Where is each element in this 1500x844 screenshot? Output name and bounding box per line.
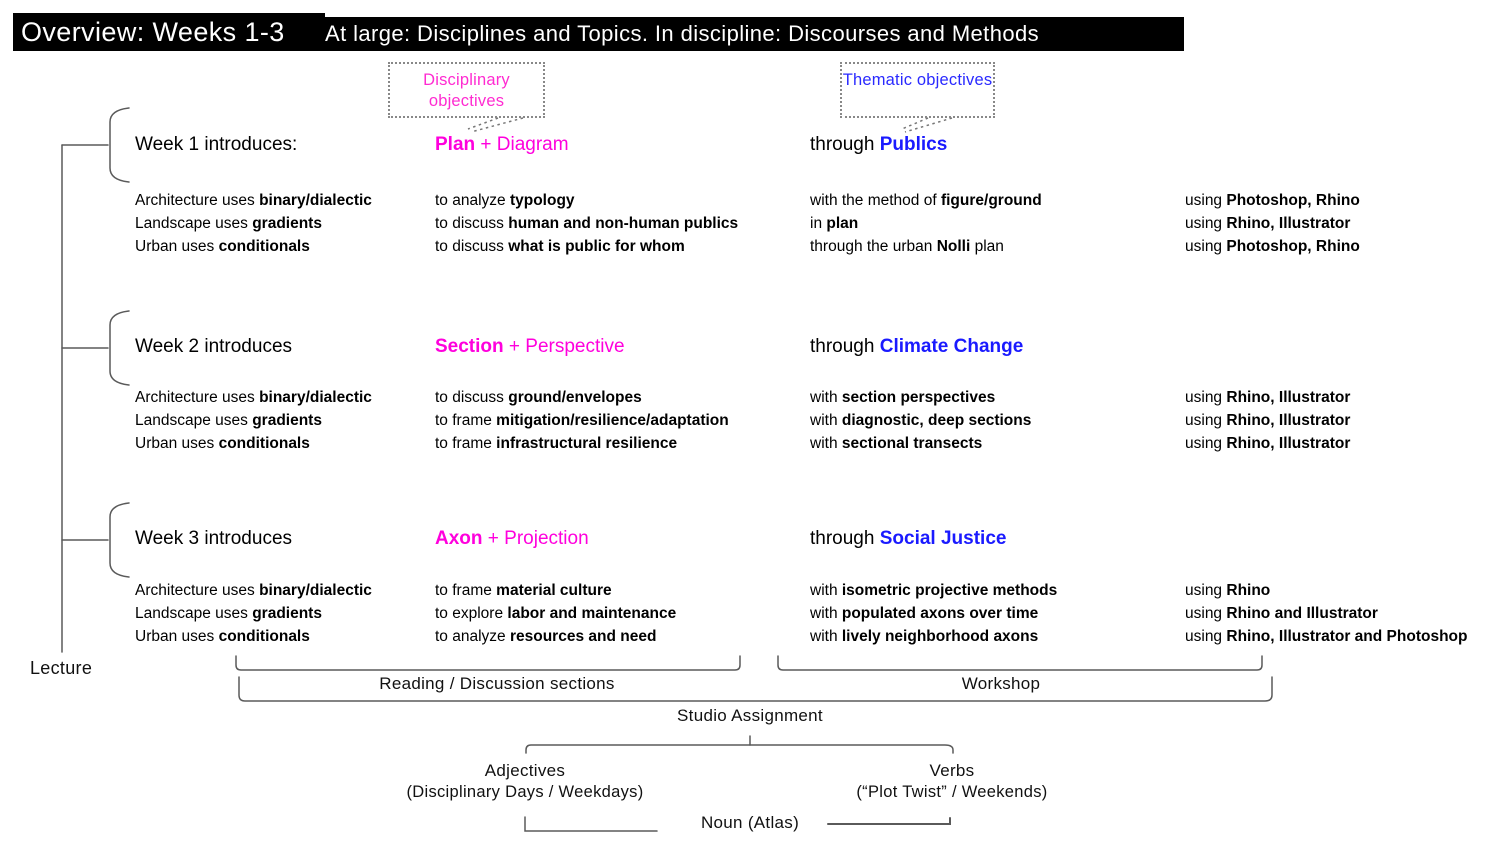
- page-subtitle: At large: Disciplines and Topics. In discipline: Discourses and Methods: [314, 17, 1184, 51]
- method-cell: through the urban Nolli plan: [810, 238, 1004, 255]
- noun-atlas-label: Noun (Atlas): [700, 813, 800, 832]
- discipline-cell: Architecture uses binary/dialectic: [135, 192, 372, 209]
- verbs-label: [802, 761, 1102, 802]
- week3-theme: through Social Justice: [810, 528, 1007, 549]
- discipline-cell: Urban uses conditionals: [135, 628, 310, 645]
- adjectives-verbs-bracket: [526, 745, 953, 753]
- week2-theme: through Climate Change: [810, 336, 1024, 357]
- week2-bracket: [110, 311, 129, 385]
- adjectives-subtitle: (Disciplinary Days / Weekdays): [406, 783, 644, 801]
- workshop-label: Workshop: [961, 674, 1041, 693]
- reading-sections-bracket: [236, 656, 740, 670]
- lecture-label: Lecture: [30, 658, 93, 678]
- objective-cell: to analyze typology: [435, 192, 575, 209]
- adjectives-title: Adjectives: [484, 761, 566, 780]
- objective-cell: to discuss ground/envelopes: [435, 389, 642, 406]
- tools-cell: using Rhino, Illustrator: [1185, 215, 1351, 232]
- tools-cell: using Rhino: [1185, 582, 1271, 599]
- week1-keyword: Plan + Diagram: [435, 134, 569, 155]
- objective-cell: to analyze resources and need: [435, 628, 657, 645]
- workshop-bracket: [778, 656, 1262, 670]
- method-cell: with the method of figure/ground: [810, 192, 1042, 209]
- method-cell: with populated axons over time: [810, 605, 1039, 622]
- tools-cell: using Rhino, Illustrator: [1185, 389, 1351, 406]
- verbs-title: Verbs: [929, 761, 975, 780]
- adjectives-label: [375, 761, 675, 802]
- tools-cell: using Rhino and Illustrator: [1185, 605, 1378, 622]
- objective-cell: to frame infrastructural resilience: [435, 435, 678, 452]
- tools-cell: using Photoshop, Rhino: [1185, 238, 1360, 255]
- disciplinary-objectives-callout: Disciplinary objectives: [388, 62, 545, 118]
- discipline-cell: Architecture uses binary/dialectic: [135, 582, 372, 599]
- week2-keyword: Section + Perspective: [435, 336, 625, 357]
- objective-cell: to discuss what is public for whom: [435, 238, 685, 255]
- disciplinary-callout-tail: [468, 118, 523, 132]
- discipline-cell: Architecture uses binary/dialectic: [135, 389, 372, 406]
- week1-bracket: [110, 108, 129, 182]
- week3-title: Week 3 introduces: [135, 528, 293, 549]
- page-title: Overview: Weeks 1-3: [13, 13, 325, 51]
- discipline-cell: Landscape uses gradients: [135, 412, 322, 429]
- method-cell: with isometric projective methods: [810, 582, 1058, 599]
- method-cell: with lively neighborhood axons: [810, 628, 1039, 645]
- studio-assignment-label: Studio Assignment: [677, 706, 823, 725]
- tools-cell: using Photoshop, Rhino: [1185, 192, 1360, 209]
- objective-cell: to frame material culture: [435, 582, 612, 599]
- objective-cell: to frame mitigation/resilience/adaptation: [435, 412, 729, 429]
- thematic-objectives-callout: Thematic objectives: [840, 62, 995, 118]
- tools-cell: using Rhino, Illustrator: [1185, 435, 1351, 452]
- week1-title: Week 1 introduces:: [135, 134, 298, 155]
- method-cell: in plan: [810, 215, 859, 232]
- objective-cell: to explore labor and maintenance: [435, 605, 677, 622]
- tools-cell: using Rhino, Illustrator and Photoshop: [1185, 628, 1468, 645]
- objective-cell: to discuss human and non-human publics: [435, 215, 739, 232]
- week2-title: Week 2 introduces: [135, 336, 293, 357]
- week3-bracket: [110, 503, 129, 577]
- discipline-cell: Landscape uses gradients: [135, 605, 322, 622]
- method-cell: with diagnostic, deep sections: [810, 412, 1032, 429]
- week1-theme: through Publics: [810, 134, 948, 155]
- discipline-cell: Landscape uses gradients: [135, 215, 322, 232]
- method-cell: with sectional transects: [810, 435, 983, 452]
- discipline-cell: Urban uses conditionals: [135, 238, 310, 255]
- verbs-subtitle: (“Plot Twist” / Weekends): [856, 783, 1048, 801]
- method-cell: with section perspectives: [810, 389, 996, 406]
- week3-keyword: Axon + Projection: [435, 528, 589, 549]
- reading-discussion-label: Reading / Discussion sections: [379, 674, 615, 693]
- tools-cell: using Rhino, Illustrator: [1185, 412, 1351, 429]
- thematic-callout-tail: [902, 118, 952, 132]
- discipline-cell: Urban uses conditionals: [135, 435, 310, 452]
